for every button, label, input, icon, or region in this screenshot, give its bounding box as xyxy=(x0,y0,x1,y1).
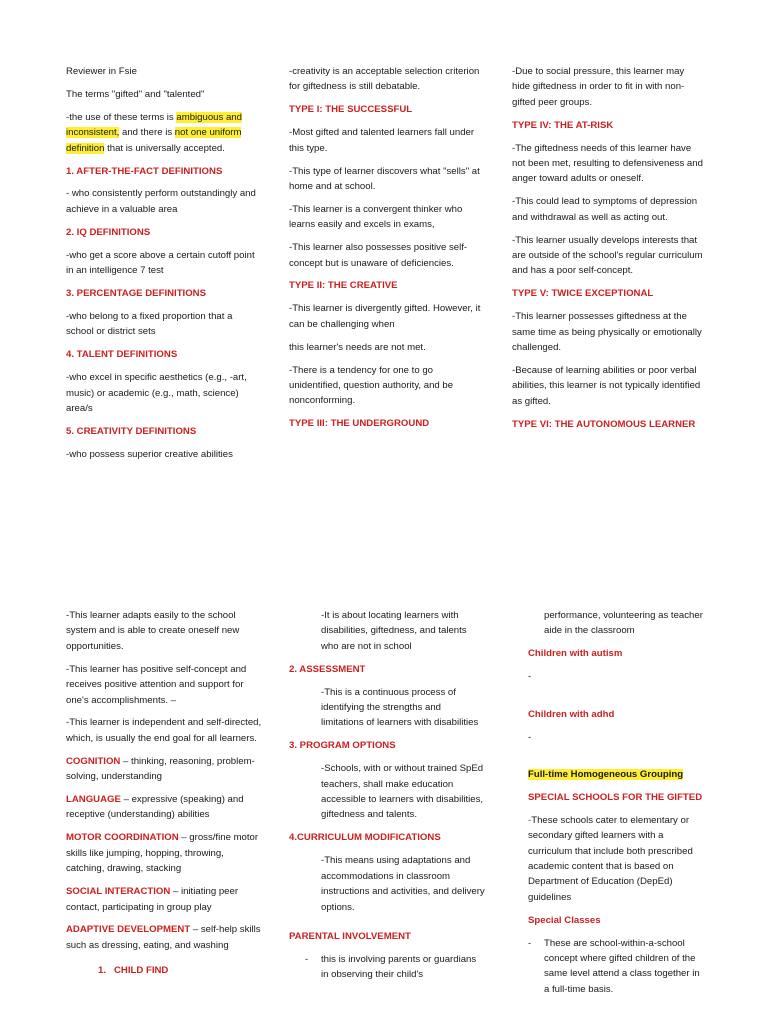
heading-after-the-fact: 1. AFTER-THE-FACT DEFINITIONS xyxy=(66,165,223,177)
percentage-text: -who belong to a fixed proportion that a school or district sets xyxy=(66,310,233,338)
page2-column-2 xyxy=(289,608,485,990)
heading-percentage: 3. PERCENTAGE DEFINITIONS xyxy=(66,287,207,299)
heading-type-6: TYPE VI: THE AUTONOMOUS LEARNER xyxy=(512,418,696,430)
heading-iq: 2. IQ DEFINITIONS xyxy=(66,226,151,238)
iq-text: -who get a score above a certain cutoff point in an intelligence 7 test xyxy=(66,249,255,277)
type2-text-3: -There is a tendency for one to go unidentified, question authority, and be nonconforming. xyxy=(289,364,454,407)
talent-text: -who excel in specific aesthetics (e.g., -art, music) or academic (e.g., math, science) area/s xyxy=(66,372,247,414)
creativity-text: -who possess superior creative abilities xyxy=(66,448,233,460)
domain-language: LANGUAGE – expressive (speaking) and receptive (understanding) abilities xyxy=(66,794,244,821)
curriculum-modifications-text: -This means using adaptations and accommodations in classroom instructions and activities, and delivery options. xyxy=(321,855,485,913)
heading-special-classes: Special Classes xyxy=(528,914,601,926)
type2-text-1: -This learner is divergently gifted. However, it can be challenging when xyxy=(289,303,481,330)
highlight-ambiguous: ambiguous and inconsistent, xyxy=(66,111,242,139)
after-the-fact-text: - who consistently perform outstandingly and achieve in a valuable area xyxy=(66,188,256,215)
heading-type-3: TYPE III: THE UNDERGROUND xyxy=(289,418,430,430)
heading-children-with-autism: Children with autism xyxy=(528,648,623,660)
heading-type-1: TYPE I: THE SUCCESSFUL xyxy=(289,104,413,116)
heading-curriculum-modifications: 4.CURRICULUM MODIFICATIONS xyxy=(289,832,441,844)
type1-text-3: -This learner is a convergent thinker who learns easily and excels in exams, xyxy=(289,203,463,231)
heading-type-5: TYPE V: TWICE EXCEPTIONAL xyxy=(512,288,654,300)
heading-type-4: TYPE IV: THE AT-RISK xyxy=(512,119,614,131)
type6-text-3: -This learner is independent and self-directed, which, is usually the end goal for all learners. xyxy=(66,717,262,744)
type4-text-1: -The giftedness needs of this learner have not been met, resulting to defensiveness and anger toward adults or oneself. xyxy=(512,142,703,185)
heading-creativity: 5. CREATIVITY DEFINITIONS xyxy=(66,425,197,437)
type3-text: -Due to social pressure, this learner may hide giftedness in order to fit in with non-gifted peer groups. xyxy=(512,66,685,108)
special-classes-text: - These are school-within-a-school concept where gifted children of the same level attend a class together in a full-time basis. xyxy=(528,936,704,998)
terms-usage-paragraph: -the use of these terms is ambiguous and inconsistent, and there is not one uniform definition that is universally accepted. xyxy=(66,111,242,154)
type1-text-4: -This learner also possesses positive self-concept but is unaware of deficiencies. xyxy=(289,242,468,269)
heading-child-find: 1. CHILD FIND xyxy=(98,964,169,976)
domain-motor-coordination: MOTOR COORDINATION – gross/fine motor skills like jumping, hopping, throwing, catching, drawing, stacking xyxy=(66,832,259,875)
page1-column-1 xyxy=(66,64,262,470)
type4-text-2: -This could lead to symptoms of depression and withdrawal as well as acting out. xyxy=(512,196,698,223)
parental-involvement-continued: performance, volunteering as teacher aide in the classroom xyxy=(544,610,703,637)
heading-children-with-adhd: Children with adhd xyxy=(528,708,615,720)
type4-text-3: -This learner usually develops interests that are outside of the school's regular curriculum and has a poor self-concept. xyxy=(512,234,703,277)
adhd-dash: - xyxy=(528,731,532,743)
page1-column-2 xyxy=(289,64,485,439)
heading-parental-involvement: PARENTAL INVOLVEMENT xyxy=(289,930,411,942)
assessment-text: -This is a continuous process of identifying the strengths and limitations of learners with disabilities xyxy=(321,686,479,729)
domain-cognition: COGNITION – thinking, reasoning, problem-solving, understanding xyxy=(66,755,255,783)
page1-column-3 xyxy=(512,64,704,440)
heading-program-options: 3. PROGRAM OPTIONS xyxy=(289,740,396,752)
child-find-text: -It is about locating learners with disabilities, giftedness, and talents who are not in school xyxy=(321,610,467,652)
terms-line: The terms "gifted" and "talented" xyxy=(66,88,205,100)
creativity-criterion-text: -creativity is an acceptable selection criterion for giftedness is still debatable. xyxy=(289,66,480,93)
type6-text-2: -This learner has positive self-concept and receives positive attention and support for one's accomplishments. – xyxy=(66,663,247,706)
heading-special-schools: SPECIAL SCHOOLS FOR THE GIFTED xyxy=(528,791,703,803)
highlight-no-uniform-definition: not one uniform definition xyxy=(66,127,242,154)
domain-adaptive-development: ADAPTIVE DEVELOPMENT – self-help skills such as dressing, eating, and washing xyxy=(66,924,261,951)
document-title: Reviewer in Fsie xyxy=(66,66,137,77)
special-schools-text: -These schools cater to elementary or secondary gifted learners with a curriculum that include both prescribed academic content that is based on Department of Education (DepEd) guidelines xyxy=(528,814,693,903)
type1-text-2: -This type of learner discovers what "sells" at home and at school. xyxy=(289,165,480,192)
autism-dash: - xyxy=(528,671,532,683)
type5-text-2: -Because of learning abilities or poor verbal abilities, this learner is not typically identified as gifted. xyxy=(512,365,701,407)
type1-text-1: -Most gifted and talented learners fall under this type. xyxy=(289,127,475,154)
type6-text-1: -This learner adapts easily to the school system and is able to create oneself new opportunities. xyxy=(66,610,240,652)
program-options-text: -Schools, with or without trained SpEd teachers, shall make education accessible to learners with disabilities, giftedness and talents. xyxy=(321,763,484,821)
heading-assessment: 2. ASSESSMENT xyxy=(289,663,366,675)
parental-involvement-text: - this is involving parents or guardians in observing their child's xyxy=(305,952,485,983)
heading-talent: 4. TALENT DEFINITIONS xyxy=(66,349,178,361)
page2-column-1 xyxy=(66,608,262,988)
heading-full-time-homogeneous-grouping: Full-time Homogeneous Grouping xyxy=(528,768,684,780)
domain-social-interaction: SOCIAL INTERACTION – initiating peer contact, participating in group play xyxy=(66,886,239,913)
heading-type-2: TYPE II: THE CREATIVE xyxy=(289,280,398,292)
type5-text-1: -This learner possesses giftedness at the same time as being physically or emotionally challenged. xyxy=(512,311,702,354)
type2-text-2: this learner's needs are not met. xyxy=(289,341,426,353)
page2-column-3 xyxy=(528,608,704,1005)
